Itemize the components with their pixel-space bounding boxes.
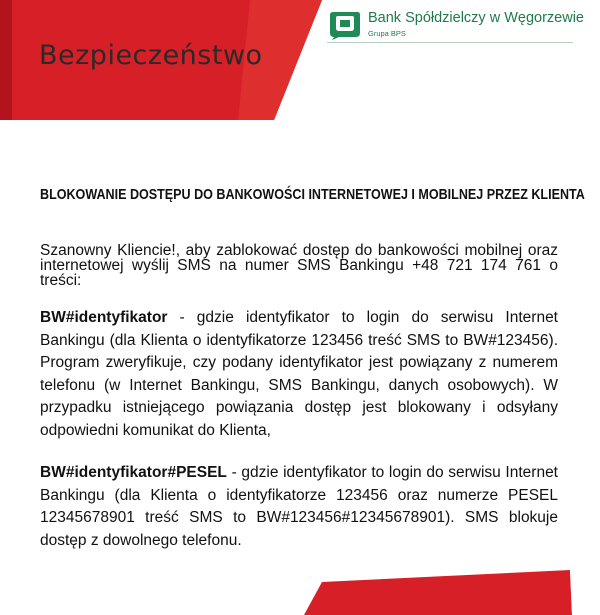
bank-logo[interactable] [327,10,587,46]
sms-code-1: BW#identyfikator [40,309,168,326]
option-description-2: - gdzie identyfikator to login do serwisu Internet Bankingu (dla Klienta o identyfikatorze 123456 oraz numerze PESEL 12345678901 treść SMS to BW#123456#12345678901). SMS blokuje dostęp z dowolnego telefonu. [40,464,558,549]
bank-group: Grupa BPS [368,29,406,38]
document-heading: BLOKOWANIE DOSTĘPU DO BANKOWOŚCI INTERNETOWEJ I MOBILNEJ PRZEZ KLIENTA [40,187,585,203]
page-title: Bezpieczeństwo [39,40,263,71]
footer-accent [300,570,600,615]
sms-code-2: BW#identyfikator#PESEL [40,464,227,481]
bank-logo-mark-icon [327,11,361,41]
logo-underline [327,42,573,43]
intro-paragraph: Szanowny Kliencie!, aby zablokować dostęp do bankowości mobilnej oraz internetowej wyślij SMS na numer SMS Bankingu +48 721 174 761 o treści: [40,242,558,289]
bank-name: Bank Spółdzielczy w Węgorzewie [368,10,584,26]
option-description-1: - gdzie identyfikator to login do serwisu Internet Bankingu (dla Klienta o identyfikatorze 123456 treść SMS to BW#123456). Program zweryfikuje, czy podany identyfikator jest powiązany z numerem telefonu (w Internet Bankingu, SMS Bankingu, danych osobowych). W przypadku istniejącego powiązania dostęp jest blokowany i odsyłany odpowiedni komunikat do Klienta, [40,309,558,439]
option-paragraph-2 [40,462,558,552]
footer-shape [300,570,600,615]
option-paragraph-1 [40,307,558,442]
